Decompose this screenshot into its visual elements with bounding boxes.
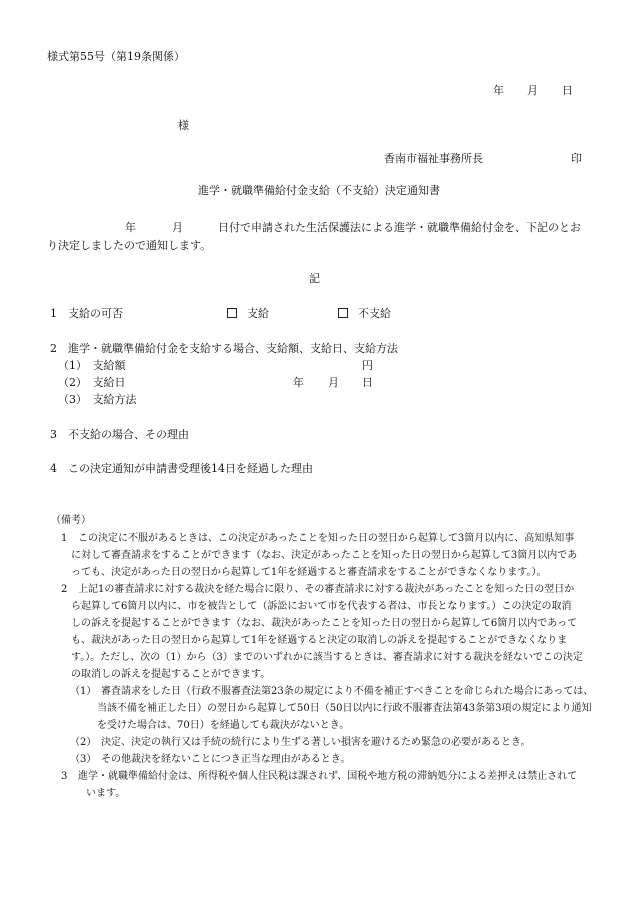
intro-text-line1: 日付で申請された生活保護法による進学・就職準備給付金を、下記のとお bbox=[218, 221, 581, 234]
item3-label: 3 不支給の場合、その理由 bbox=[50, 428, 189, 441]
intro-month-label: 月 bbox=[172, 221, 183, 234]
item2-sub2: （2） 支給日 bbox=[58, 376, 126, 389]
form-number: 様式第55号（第19条関係） bbox=[47, 50, 185, 63]
item2-sub2-month: 月 bbox=[328, 376, 339, 389]
remark2-line2: ら起算して6箇月以内に、市を被告として（訴訟において市を代表する者は、市長となります。）この決定の取消 bbox=[71, 601, 572, 612]
remark1-line3: っても、決定があった日の翌日から起算して1年を経過すると審査請求をすることができなくなります。）。 bbox=[71, 567, 547, 578]
option-pay bbox=[227, 307, 269, 321]
subremark1-line3: を受けた場合は、70日）を経過しても裁決がないとき。 bbox=[97, 720, 350, 731]
item2-sub3: （3） 支給方法 bbox=[58, 393, 137, 406]
item2-sub2-year: 年 bbox=[293, 376, 304, 389]
remark1-number: 1 bbox=[61, 533, 68, 544]
option-nopay bbox=[338, 307, 391, 321]
date-month-label: 月 bbox=[527, 84, 538, 97]
option-nopay-label: 不支給 bbox=[358, 307, 391, 320]
remark2-line4: も、裁決があった日の翌日から起算して1年を経過すると決定の取消しの訴えを提起することができなくなりま bbox=[71, 635, 568, 646]
remark1-line1: この決定に不服があるときは、この決定があったことを知った日の翌日から起算して3箇月以内に、高知県知事 bbox=[78, 533, 575, 544]
remarks-title: （備考） bbox=[51, 515, 91, 526]
item2-sub1: （1） 支給額 bbox=[58, 359, 126, 372]
subremark2-number: （2） bbox=[70, 737, 97, 748]
remark3-line1: 進学・就職準備給付金は、所得税や個人住民税は課されず、国税や地方税の滞納処分による差押えは禁止されて bbox=[78, 771, 578, 782]
date-year-label: 年 bbox=[493, 84, 504, 97]
subremark3-line1: その他裁決を経ないことにつき正当な理由があるとき。 bbox=[101, 754, 351, 765]
checkbox-pay[interactable] bbox=[227, 308, 237, 318]
issuer-name: 香南市福祉事務所長 bbox=[384, 152, 483, 165]
option-pay-label: 支給 bbox=[247, 307, 269, 320]
remark2-line6: の取消しの訴えを提起することができます。 bbox=[71, 669, 271, 680]
ki-heading: 記 bbox=[309, 272, 320, 285]
remark3-line2: います。 bbox=[86, 788, 126, 799]
subremark3-number: （3） bbox=[70, 754, 97, 765]
intro-year-label: 年 bbox=[125, 221, 136, 234]
remark2-line5: す。）。ただし、次の（1）から（3）までのいずれかに該当するときは、審査請求に対する裁決を経ないでこの決定 bbox=[71, 652, 583, 663]
item2-sub1-unit: 円 bbox=[362, 359, 373, 372]
item4-label: 4 この決定通知が申請書受理後14日を経過した理由 bbox=[50, 462, 313, 475]
issuer-seal: 印 bbox=[571, 152, 582, 165]
document-title: 進学・就職準備給付金支給（不支給）決定通知書 bbox=[198, 184, 440, 197]
item2-sub2-day: 日 bbox=[362, 376, 373, 389]
subremark2-line1: 決定、決定の執行又は手続の続行により生ずる著しい損害を避けるため緊急の必要があるとき。 bbox=[101, 737, 531, 748]
remark2-line1: 上記1の審査請求に対する裁決を経た場合に限り、その審査請求に対する裁決があったことを知った日の翌日か bbox=[78, 584, 575, 595]
intro-text-line2: り決定しましたので通知します。 bbox=[47, 239, 212, 252]
checkbox-nopay[interactable] bbox=[338, 308, 348, 318]
subremark1-line1: 審査請求をした日（行政不服審査法第23条の規定により不備を補正すべきことを命じられた場合にあっては、 bbox=[101, 686, 594, 697]
remark2-number: 2 bbox=[61, 584, 68, 595]
item1-label: 1 支給の可否 bbox=[50, 307, 123, 320]
remark3-number: 3 bbox=[61, 771, 68, 782]
item2-label: 2 進学・就職準備給付金を支給する場合、支給額、支給日、支給方法 bbox=[50, 342, 398, 355]
subremark1-number: （1） bbox=[70, 686, 97, 697]
date-day-label: 日 bbox=[562, 84, 573, 97]
remark2-line3: しの訴えを提起することができます（なお、裁決があったことを知った日の翌日から起算して6箇月以内であって bbox=[71, 618, 578, 629]
subremark1-line2: 当該不備を補正した日）の翌日から起算して50日（50日以内に行政不服審査法第43条第3項の規定により通知 bbox=[97, 703, 592, 714]
recipient-suffix: 様 bbox=[178, 119, 189, 132]
remark1-line2: に対して審査請求をすることができます（なお、決定があったことを知った日の翌日から起算して3箇月以内であ bbox=[71, 550, 578, 561]
